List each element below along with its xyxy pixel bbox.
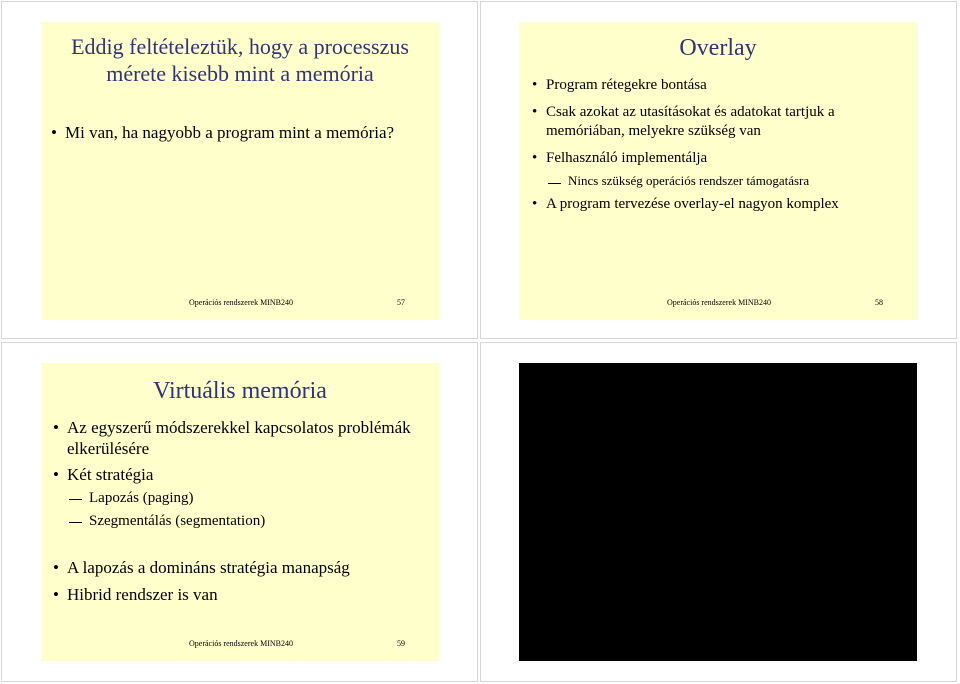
list-item: • Az egyszerű módszerekkel kapcsolatos problémák elkerülésére bbox=[53, 417, 433, 459]
list-item: • Program rétegekre bontása bbox=[532, 76, 910, 95]
list-item: • Mi van, ha nagyobb a program mint a memória? bbox=[51, 122, 431, 143]
footer-course: Operációs rendszerek MINB240 bbox=[189, 298, 293, 307]
list-item-sub: Lapozás (paging) bbox=[53, 488, 433, 508]
slide-58 bbox=[519, 22, 917, 320]
footer-course: Operációs rendszerek MINB240 bbox=[667, 298, 771, 307]
bullet-list bbox=[53, 417, 433, 531]
footer-page-number: 58 bbox=[875, 298, 883, 307]
bullet-list-2 bbox=[53, 557, 433, 605]
list-item: • Két stratégia bbox=[53, 464, 433, 485]
list-item-sub: Szegmentálás (segmentation) bbox=[53, 511, 433, 531]
slide-57 bbox=[41, 22, 439, 320]
list-item: • A program tervezése overlay-el nagyon komplex bbox=[532, 195, 910, 214]
list-item: • Csak azokat az utasításokat és adatokat tartjuk a memóriában, melyekre szükség van bbox=[532, 103, 910, 141]
list-item: • Hibrid rendszer is van bbox=[53, 584, 433, 605]
list-item: • Felhasználó implementálja bbox=[532, 149, 910, 168]
slide-title: Eddig feltételeztük, hogy a processzus mérete kisebb mint a memória bbox=[71, 34, 409, 86]
slide-blank bbox=[519, 363, 917, 661]
list-item: • A lapozás a domináns stratégia manapság bbox=[53, 557, 433, 578]
slide-59 bbox=[41, 363, 439, 661]
bullet-list bbox=[51, 122, 431, 143]
slide-title: Overlay bbox=[679, 35, 757, 61]
footer-page-number: 59 bbox=[397, 639, 405, 648]
footer-page-number: 57 bbox=[397, 298, 405, 307]
list-item-sub: Nincs szükség operációs rendszer támogatásra bbox=[532, 172, 910, 190]
bullet-list bbox=[532, 76, 910, 214]
slide-title: Virtuális memória bbox=[153, 378, 327, 404]
footer-course: Operációs rendszerek MINB240 bbox=[189, 639, 293, 648]
